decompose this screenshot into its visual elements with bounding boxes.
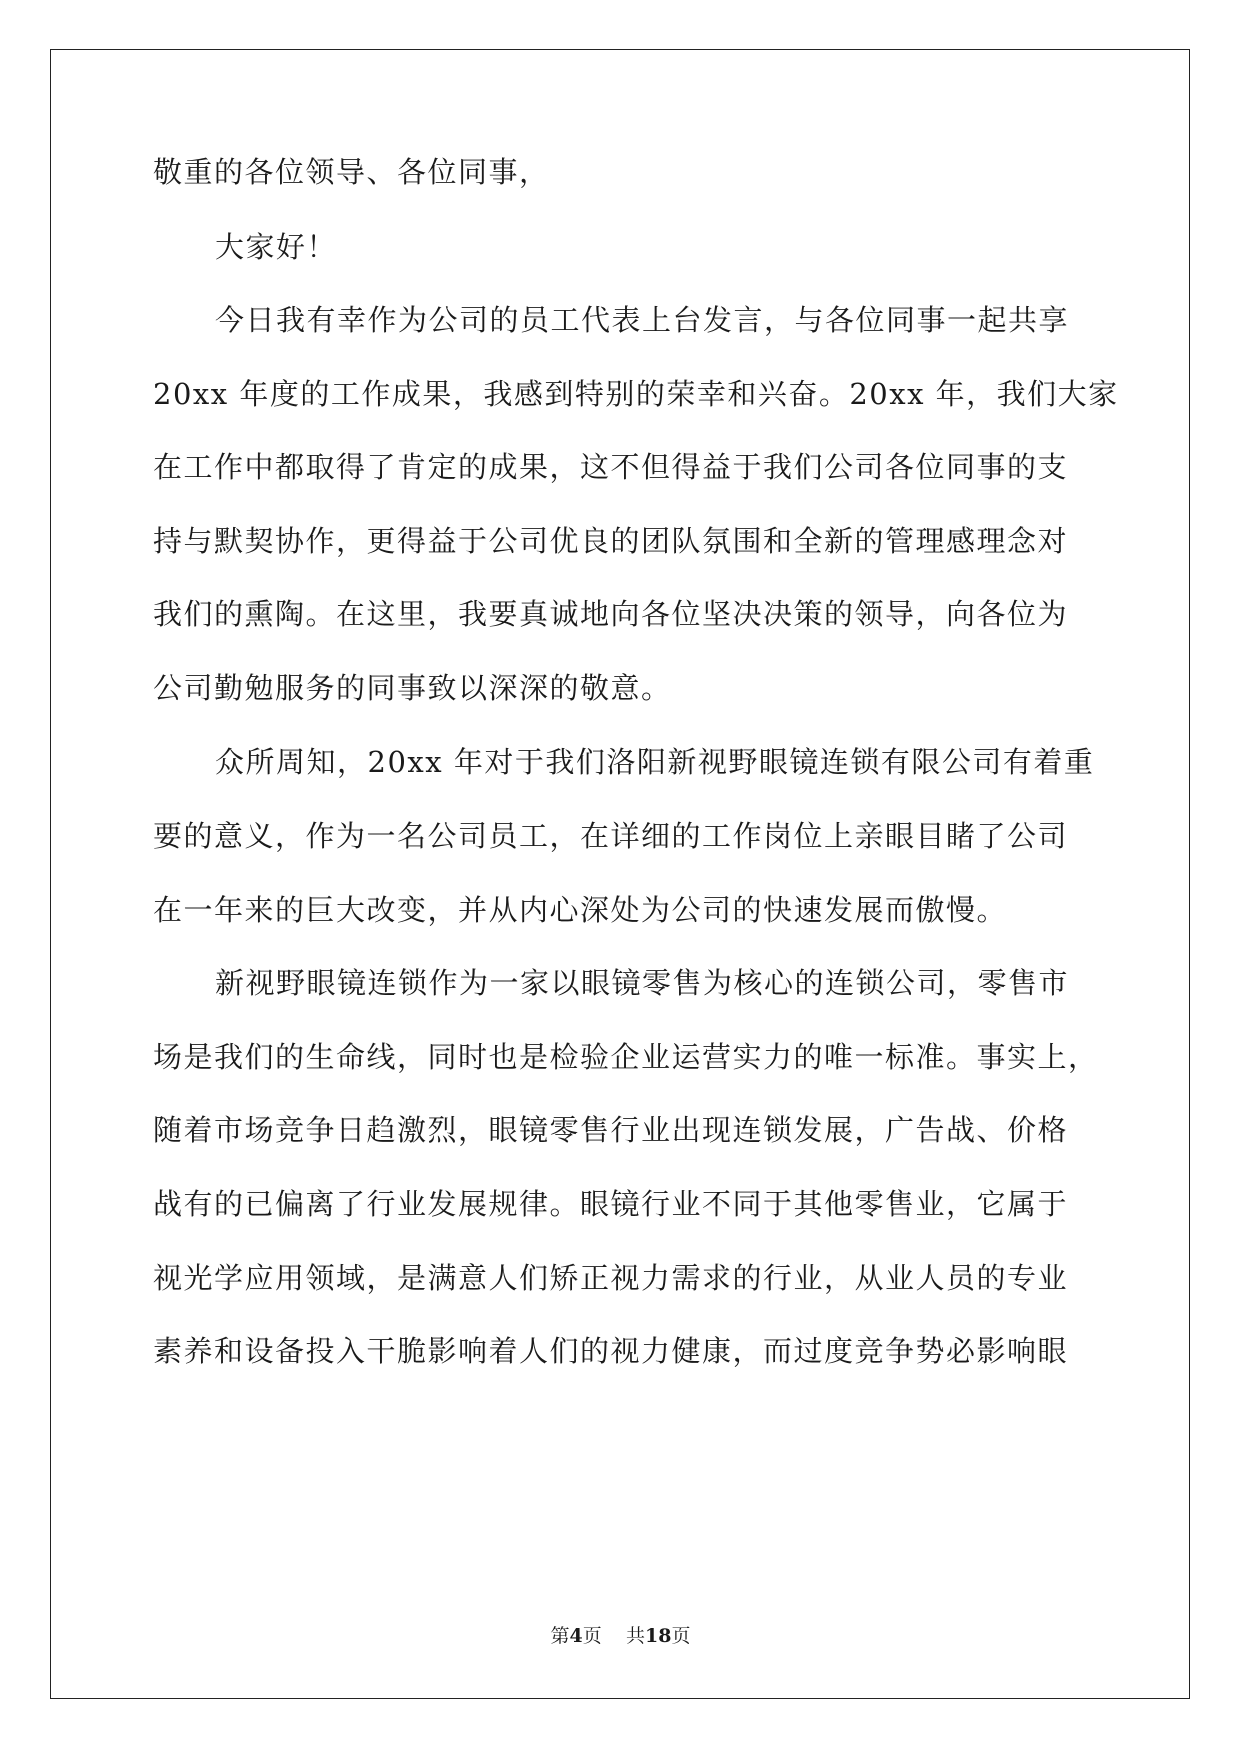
paragraph-line: 我们的熏陶。在这里，我要真诚地向各位坚决决策的领导，向各位为 — [153, 597, 1069, 631]
paragraph-line: 新视野眼镜连锁作为一家以眼镜零售为核心的连锁公司，零售市 — [215, 966, 1070, 1000]
paragraph-line: 众所周知，20xx 年对于我们洛阳新视野眼镜连锁有限公司有着重 — [215, 745, 1095, 779]
paragraph-line: 持与默契协作，更得益于公司优良的团队氛围和全新的管理感理念对 — [153, 524, 1069, 558]
page-suffix: 页 — [582, 1625, 602, 1647]
total-prefix: 共 — [625, 1625, 645, 1647]
paragraph-line: 20xx 年度的工作成果，我感到特别的荣幸和兴奋。20xx 年，我们大家 — [153, 377, 1119, 411]
greeting-line: 大家好！ — [215, 230, 338, 264]
paragraph-line: 视光学应用领域，是满意人们矫正视力需求的行业，从业人员的专业 — [153, 1261, 1069, 1295]
paragraph-line: 场是我们的生命线，同时也是检验企业运营实力的唯一标准。事实上， — [153, 1040, 1099, 1074]
total-suffix: 页 — [671, 1625, 691, 1647]
page-number: 4 — [569, 1625, 583, 1647]
paragraph-line: 公司勤勉服务的同事致以深深的敬意。 — [153, 671, 672, 705]
paragraph-line: 今日我有幸作为公司的员工代表上台发言，与各位同事一起共享 — [215, 303, 1070, 337]
page-prefix: 第 — [550, 1625, 570, 1647]
paragraph-line: 在一年来的巨大改变，并从内心深处为公司的快速发展而傲慢。 — [153, 893, 1008, 927]
paragraph-line: 随着市场竞争日趋激烈，眼镜零售行业出现连锁发展，广告战、价格 — [153, 1113, 1069, 1147]
paragraph-line: 素养和设备投入干脆影响着人们的视力健康，而过度竞争势必影响眼 — [153, 1334, 1069, 1368]
total-pages: 18 — [644, 1625, 672, 1647]
page-frame — [50, 49, 1190, 1699]
salutation-line: 敬重的各位领导、各位同事， — [153, 155, 550, 189]
page-footer — [0, 1625, 1241, 1647]
paragraph-line: 在工作中都取得了肯定的成果，这不但得益于我们公司各位同事的支 — [153, 450, 1069, 484]
paragraph-line: 要的意义，作为一名公司员工，在详细的工作岗位上亲眼目睹了公司 — [153, 819, 1069, 853]
paragraph-line: 战有的已偏离了行业发展规律。眼镜行业不同于其他零售业，它属于 — [153, 1187, 1069, 1221]
